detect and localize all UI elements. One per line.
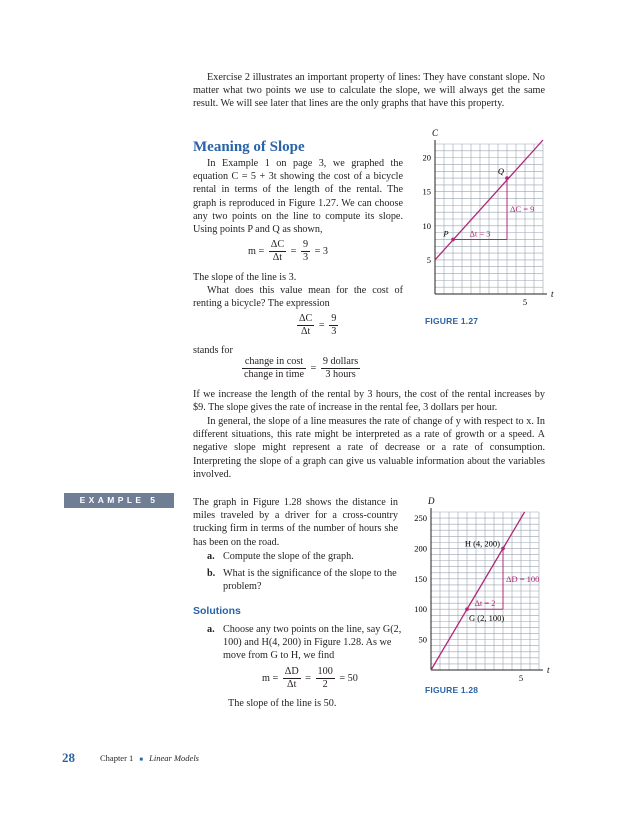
point-label: G (2, 100) — [469, 613, 505, 624]
paragraph-interpretation: If we increase the length of the rental by 3 hours, the cost of the rental increases by $9. The slope gives the rate of increase in the rental fee, 3 dollars per hour. — [193, 389, 545, 414]
paragraph-example1: In Example 1 on page 3, we graphed the equation C = 5 + 3t showing the cost of a bicycle rental in terms of the length of the rental. The graph is reproduced in Figure 1.27. We can choose any two points on the line to compute its slope. Using points P and Q as shown, — [193, 158, 403, 236]
example-text: The graph in Figure 1.28 shows the distance in miles traveled by a driver for a cross-country trucking firm in terms of the number of hours she has been on the road. — [193, 497, 398, 548]
figure-1-27-chart — [415, 122, 554, 307]
point-label: Q — [497, 166, 505, 177]
solutions-heading: Solutions — [193, 605, 241, 617]
y-tick-label: 5 — [426, 254, 431, 265]
data-point — [501, 547, 505, 551]
x-axis-label: t — [547, 665, 550, 675]
y-tick-label: 10 — [422, 220, 431, 231]
y-tick-label: 250 — [414, 513, 427, 524]
point-label: P — [443, 228, 449, 239]
x-tick-label: 5 — [518, 673, 524, 683]
footer-chapter: Chapter 1 ■ Linear Models — [100, 753, 199, 763]
slope-statement: The slope of the line is 3. — [193, 272, 297, 283]
example-label: EXAMPLE 5 — [64, 493, 174, 508]
y-axis-label: C — [432, 128, 439, 138]
item-a: a. Compute the slope of the graph. — [207, 551, 354, 562]
data-point — [451, 238, 455, 242]
paragraph-question: What does this value mean for the cost of renting a bicycle? The expression — [193, 285, 403, 310]
equation-slope-p-q: m = $\frac{\Delta C}{\Delta t}$ = $\frac{9}{3}$ = 3 — [248, 239, 328, 263]
intro-paragraph: Exercise 2 illustrates an important property of lines: They have constant slope. No matter what two points we use to calculate the slope, we will always get the same result. We will see later that lines are the only graphs that have this property. — [193, 72, 545, 110]
figure-1-27-caption: FIGURE 1.27 — [425, 316, 479, 326]
solution-a-result: The slope of the line is 50. — [228, 698, 337, 709]
item-b: b. What is the significance of the slope to the problem? — [207, 568, 397, 593]
x-tick-label: 5 — [522, 297, 528, 307]
point-label: H (4, 200) — [464, 538, 500, 549]
figure-1-28-caption: FIGURE 1.28 — [425, 685, 479, 695]
stands-for-text: stands for — [193, 345, 233, 356]
delta-y-label: ΔC = 9 — [510, 203, 535, 214]
figure-1-28-chart — [405, 492, 550, 683]
delta-y-label: ΔD = 100 — [506, 573, 540, 584]
y-tick-label: 200 — [414, 543, 427, 554]
equation-delta-ratio: $\frac{\Delta C}{\Delta t}$ = $\frac{9}{3}$ — [299, 313, 337, 337]
y-tick-label: 150 — [414, 573, 427, 584]
paragraph-general: In general, the slope of a line measures the rate of change of y with respect to x. In different situations, this rate might be interpreted as a rate of growth or a speed. A negative slope might represent a rate of decrease or a rate of consumption. Interpreting the slope of a graph can give us valuable information about the variables involved. — [193, 416, 545, 480]
page-number: 28 — [62, 750, 75, 765]
section-heading: Meaning of Slope — [193, 139, 305, 155]
solution-a: a. Choose any two points on the line, say G(2, 100) and H(4, 200) in Figure 1.28. As we move from G to H, we find — [207, 624, 402, 662]
y-tick-label: 50 — [418, 634, 427, 645]
delta-t-label: Δt = 3 — [469, 228, 491, 239]
x-axis-label: t — [551, 289, 554, 299]
equation-units: $\frac{\text{change in cost}}{\text{change in time}}$ = $\frac{\text{9 dollars}}{\text{3 hours}}$ — [244, 356, 359, 380]
data-point — [505, 176, 509, 180]
y-tick-label: 100 — [414, 604, 427, 615]
delta-t-label: Δt = 2 — [474, 598, 496, 609]
y-axis-label: D — [428, 496, 435, 506]
equation-slope-g-h: m = $\frac{\Delta D}{\Delta t}$ = $\frac{100}{2}$ = 50 — [262, 666, 358, 690]
y-tick-label: 15 — [422, 186, 431, 197]
data-point — [465, 607, 469, 611]
y-tick-label: 20 — [422, 152, 431, 163]
